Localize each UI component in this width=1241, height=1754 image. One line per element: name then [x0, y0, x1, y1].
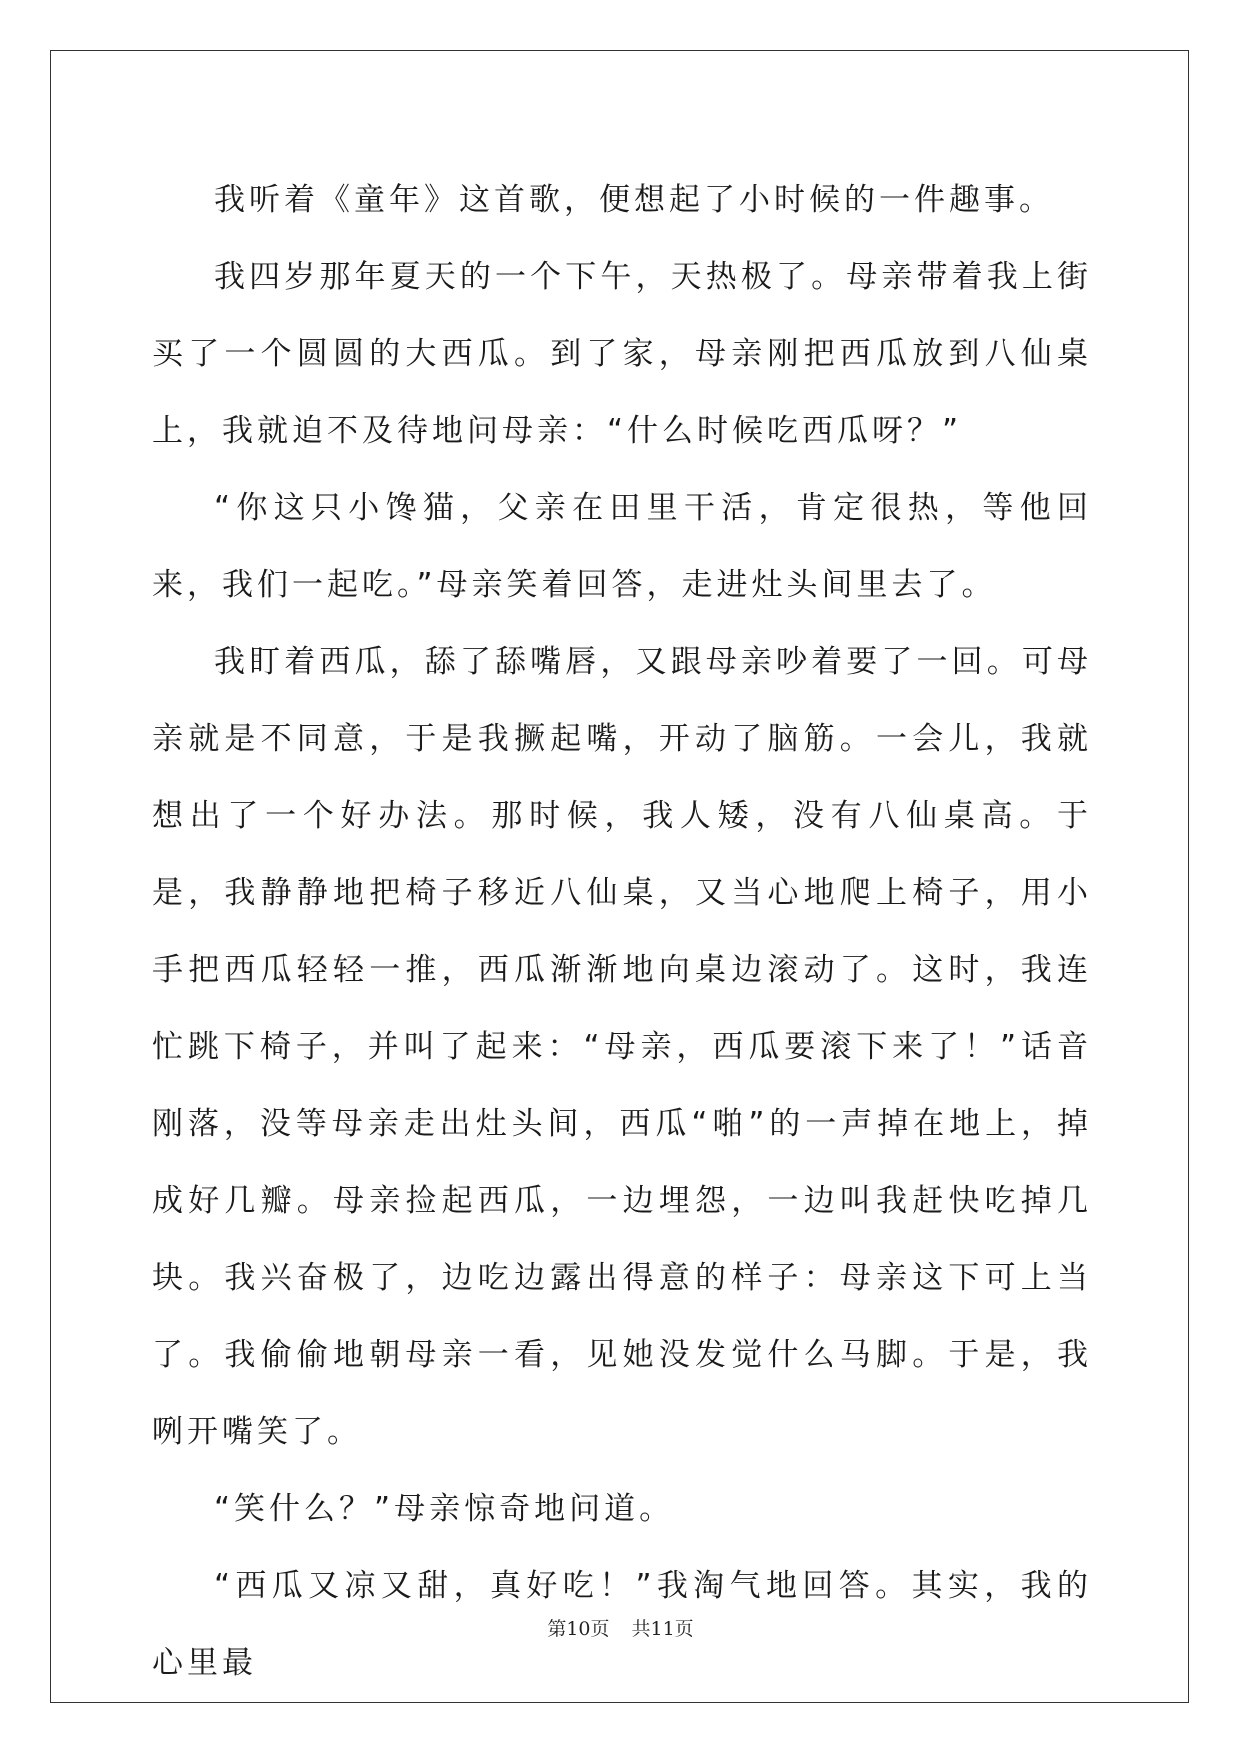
- paragraph: “西瓜又凉又甜，真好吃！”我淘气地回答。其实，我的心里最: [152, 1568, 1092, 1681]
- page-footer: [0, 1614, 1241, 1641]
- page-number: 第10页: [547, 1618, 610, 1640]
- paragraph: “笑什么？”母亲惊奇地问道。: [214, 1491, 675, 1527]
- paragraph: 我盯着西瓜，舔了舔嘴唇，又跟母亲吵着要了一回。可母亲就是不同意，于是我撅起嘴，开动了脑筋。一会儿，我就想出了一个好办法。那时候，我人矮，没有八仙桌高。于是，我静静地把椅子移近八仙桌，又当心地爬上椅子，用小手把西瓜轻轻一推，西瓜渐渐地向桌边滚动了。这时，我连忙跳下椅子，并叫了起来：“母亲，西瓜要滚下来了！”话音刚落，没等母亲走出灶头间，西瓜“啪”的一声掉在地上，掉成好几瓣。母亲捡起西瓜，一边埋怨，一边叫我赶快吃掉几块。我兴奋极了，边吃边露出得意的样子：母亲这下可上当了。我偷偷地朝母亲一看，见她没发觉什么马脚。于是，我咧开嘴笑了。: [152, 644, 1092, 1450]
- paragraph: 我听着《童年》这首歌，便想起了小时候的一件趣事。: [214, 182, 1054, 218]
- document-body: [152, 162, 1092, 1702]
- paragraph: “你这只小馋猫，父亲在田里干活，肯定很热，等他回来，我们一起吃。”母亲笑着回答，走进灶头间里去了。: [152, 490, 1092, 603]
- paragraph: 我四岁那年夏天的一个下午，天热极了。母亲带着我上街买了一个圆圆的大西瓜。到了家，母亲刚把西瓜放到八仙桌上，我就迫不及待地问母亲：“什么时候吃西瓜呀？”: [152, 259, 1092, 449]
- page-total: 共11页: [631, 1618, 694, 1640]
